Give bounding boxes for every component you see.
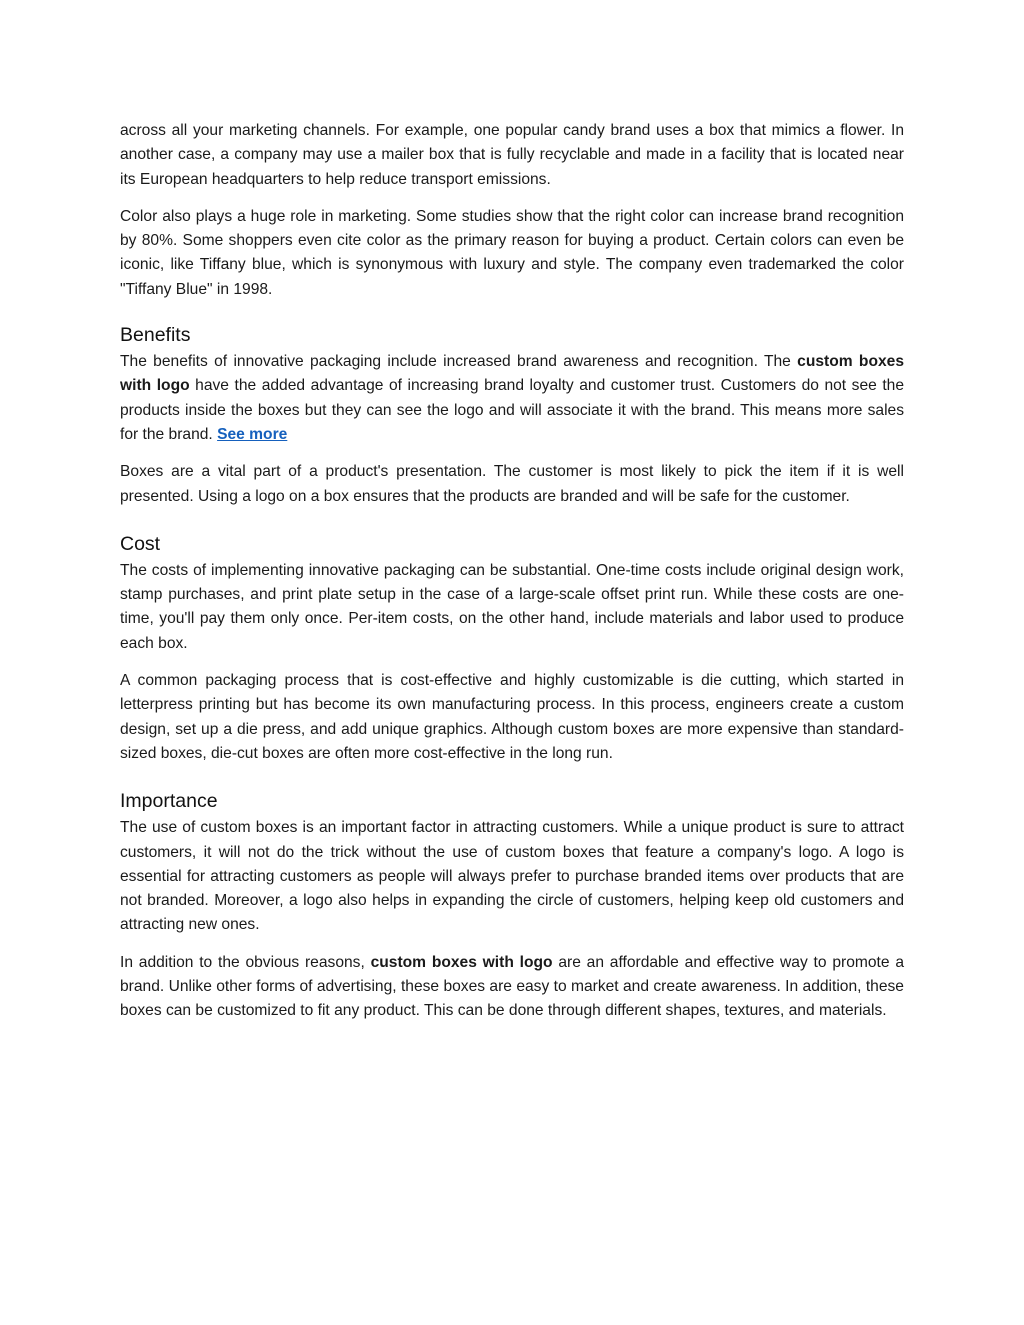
intro-paragraph-1: across all your marketing channels. For example, one popular candy brand uses a box that mimics a flower. In another case, a company may use a mailer box that is fully recyclable and made in a facility that is located near its European headquarters to help reduce transport emissions. bbox=[120, 122, 904, 188]
importance-p2-text-b: are an affordable and effective way to promote a brand. Unlike other forms of advertising, these boxes are easy to market and create awareness. In addition, these boxes can be customized to fit any product. This can be done through different shapes, textures, and materials. bbox=[120, 953, 904, 1020]
benefits-heading: Benefits bbox=[120, 324, 191, 347]
benefits-paragraph-1 bbox=[120, 350, 904, 447]
cost-heading: Cost bbox=[120, 532, 161, 555]
intro-paragraph-2: Color also plays a huge role in marketing. Some studies show that the right color can increase brand recognition by 80%. Some shoppers even cite color as the primary reason for buying a product. Certain colors can even be iconic, like Tiffany blue, which is synonymous with luxury and style. The company even trademarked the color "Tiffany Blue" in 1998. bbox=[120, 207, 904, 298]
benefits-p1-text-b: have the added advantage of increasing brand loyalty and customer trust. Customers do not see the products inside the boxes but they can see the logo and will associate it with the brand. This means more sales for the brand. bbox=[120, 377, 904, 443]
benefits-p1-text-a: The benefits of innovative packaging include increased brand awareness and recognition. The bbox=[120, 353, 798, 371]
document-page bbox=[120, 119, 904, 1037]
see-more-link[interactable]: See more bbox=[217, 425, 288, 443]
benefits-p1-bold: custom boxes with logo bbox=[120, 353, 904, 395]
cost-paragraph-2: A common packaging process that is cost-effective and highly customizable is die cutting, which started in letterpress printing but has become its own manufacturing process. In this process, engineers create a custom design, set up a die press, and add unique graphics. Although custom boxes are more expensive than standard-sized boxes, die-cut boxes are often more cost-effective in the long run. bbox=[120, 672, 904, 762]
importance-paragraph-1: The use of custom boxes is an important factor in attracting customers. While a unique product is sure to attract customers, it will not do the trick without the use of custom boxes that feature a company's logo. A logo is essential for attracting customers as people will always prefer to purchase branded items over products that are not branded. Moreover, a logo also helps in expanding the circle of customers, helping keep old customers and attracting new ones. bbox=[120, 819, 904, 934]
importance-p2-text-a: In addition to the obvious reasons, bbox=[120, 953, 371, 971]
importance-p2-bold: custom boxes with logo bbox=[370, 953, 553, 971]
cost-paragraph-1: The costs of implementing innovative packaging can be substantial. One-time costs include original design work, stamp purchases, and print plate setup in the case of a large-scale offset print run. While these costs are one-time, you'll pay them only once. Per-item costs, on the other hand, include materials and labor used to produce each box. bbox=[120, 561, 904, 652]
benefits-paragraph-2: Boxes are a vital part of a product's presentation. The customer is most likely to pick the item if it is well presented. Using a logo on a box ensures that the products are branded and will be safe for the customer. bbox=[120, 463, 904, 505]
importance-paragraph-2 bbox=[120, 951, 904, 1024]
importance-heading: Importance bbox=[120, 790, 218, 813]
